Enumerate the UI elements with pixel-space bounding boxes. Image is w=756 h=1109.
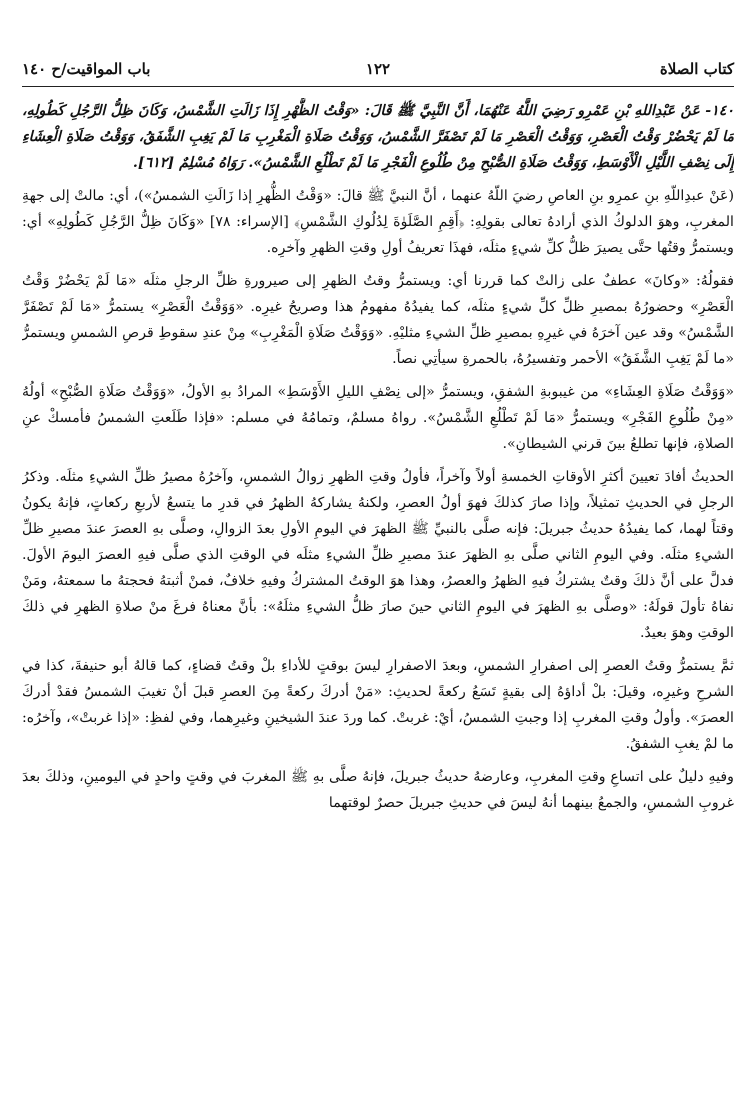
- book-title: كتاب الصلاة: [659, 60, 734, 78]
- commentary-paragraph: فقولُهُ: «وكانَ» عطفٌ على زالتْ كما قررنا أي: ويستمرُّ وقتُ الظهرِ إلى صيرورةِ ظلِّ الرجلِ مثلَه «مَا لَمْ يَحْضُرْ وَقْتُ الْعَصْرِ» وحضورُهُ بمصيرِ ظلِّ كلِّ شيءٍ مثلَه، كما يفيدُهُ مفهومُ هذا وصريحُ غيرِه. «وَوَقْتُ الْعَصْرِ» يستمرُّ «مَا لَمْ تَصْفَرَّ الشَّمْسُ» وقد عين آخرَهُ في غيرِهِ بمصيرِ ظلِّ الشيءِ مثليْهِ. «وَوَقْتُ صَلَاةِ الْمَغْرِبِ» مِنْ عندِ سقوطِ قرصِ الشمسِ ويستمرُّ «ما لَمْ يَغِبِ الشَّفَقُ» الأحمر وتفسيرُهُ، بالحمرةِ سيأتِي نصاً.: [22, 273, 734, 367]
- commentary-paragraph: (عَنْ عبدِاللّهِ بنِ عمرِو بنِ العاصِ رضيَ اللّهُ عنهما ، أنَّ النبيَّ ﷺ قالَ: «وَقْتُ الظُّهرِ إذا زَالَتِ الشمسُ»)، أي: مالتْ إلى جهةِ المغربِ، وهوَ الدلوكُ الذي أرادهُ تعالى بقولِهِ: ﴿أَقِمِ الصَّلَوٰةَ لِدُلُوكِ الشَّمْسِ﴾ [الإسراء: ٧٨] «وَكَانَ ظِلُّ الرَّجُلِ كَطُولِهِ» أي: ويستمرُّ وقتُها حتَّى يصيرَ ظلُّ كلِّ شيءٍ مثلَه، فهذَا تعريفُ أولِ وقتِ الظهرِ وآخرِه.: [22, 188, 734, 256]
- chapter-reference: باب المواقيت/ح ١٤٠: [22, 60, 151, 78]
- page-body: [22, 98, 734, 1109]
- hadith-text: ١٤٠- عَنْ عَبْدِاللهِ بْنِ عَمْرِو رَضِيَ اللَّهُ عَنْهُمَا، أَنَّ النَّبِيَّ ﷺ قَالَ: «وَقْتُ الظُّهْرِ إِذَا زَالَتِ الشَّمْسُ، وَكَانَ ظِلُّ الرَّجُلِ كَطُولِهِ، مَا لَمْ يَحْضُرْ وَقْتُ الْعَصْرِ، وَوَقْتُ الْعَصْرِ مَا لَمْ تَصْفَرَّ الشَّمْسُ، وَوَقْتُ صَلَاةِ الْمَغْرِبِ مَا لَمْ يَغِبِ الشَّفَقُ، وَوَقْتُ صَلَاةِ الْعِشَاءِ إِلَى نِصْفِ اللَّيْلِ الْأَوْسَطِ، وَوَقْتُ صَلَاةِ الصُّبْحِ مِنْ طُلُوعِ الْفَجْرِ مَا لَمْ تَطْلُعِ الشَّمْسُ». رَوَاهُ مُسْلِمٌ [٦١٢].: [22, 103, 734, 171]
- page-number: ١٢٢: [365, 60, 391, 78]
- commentary-paragraph: الحديثُ أفادَ تعيينَ أكثرِ الأوقاتِ الخمسةِ أولاً وآخراً، فأولُ وقتِ الظهرِ زوالُ الشمسِ، وآخرُهُ مصيرُ ظلِّ الشيءِ مثلَه. وذكرُ الرجلِ في الحديثِ تمثيلاً، وإذا صارَ كذلكَ فهوَ أولُ العصرِ، ولكنهُ يشاركهُ الظهرُ في قدرِ ما يتسعُ لأربعِ ركعاتٍ، فإنهُ يكونُ وقتاً لهما، كما يفيدُهُ حديثُ جبريلَ: فإنه صلَّى بالنبيِّ ﷺ الظهرَ في اليومِ الأولِ بعدَ الزوالِ، وصلَّى بهِ العصرَ عندَ مصيرِ ظلِّ الشيءِ مثلَه. وفي اليومِ الثاني صلَّى بهِ الظهرَ عندَ مصيرِ ظلِّ الشيءِ مثلَه في الوقتِ الذي صلَّى فيهِ العصرَ اليومَ الأولَ. فدلَّ على أنَّ ذلكَ وقتٌ يشتركُ فيهِ الظهرُ والعصرُ، وهذا هوَ الوقتُ المشتركُ وفيهِ خلافٌ، فمنْ أثبتهُ فحجتهُ ما سمعتهُ، ومَنْ نفاهُ تأولَ قولَهُ: «وصلَّى بهِ الظهرَ في اليومِ الثاني حينَ صارَ ظلُّ الشيءِ مثلَهُ»: بأنَّ معناهُ فرغَ منْ صلاةِ الظهرِ في ذلكَ الوقتِ وهوَ بعيدٌ.: [22, 469, 734, 641]
- commentary-paragraph: وفيهِ دليلٌ على اتساعِ وقتِ المغربِ، وعارضهُ حديثُ جبريلَ، فإنهُ صلَّى بهِ ﷺ المغربَ في وقتٍ واحدٍ في اليومينِ، وذلكَ بعدَ غروبِ الشمسِ، والجمعُ بينهما أنهُ ليسَ في حديثِ جبريلَ حصرٌ لوقتهما: [22, 769, 734, 811]
- running-header: [22, 58, 734, 87]
- commentary-paragraph: «وَوَقْتُ صَلَاةِ العِشَاءِ» من غيبوبةِ الشفقِ، ويستمرُّ «إلى نِصْفِ الليلِ الأَوْسَطِ» المرادُ بهِ الأولُ، «وَوَقْتُ صَلَاةِ الصُّبْحِ» أولُهُ «مِنْ طُلُوعِ الفَجْرِ» ويستمرُّ «مَا لَمْ تَطْلُعِ الشَّمْسُ». رواهُ مسلمٌ، وتمامُهُ في مسلم: «فإذا طَلَعتِ الشمسُ فأمسكْ عنِ الصلاةِ، فإنها تطلعُ بينَ قرني الشيطانِ».: [22, 384, 734, 452]
- commentary-paragraph: ثمَّ يستمرُّ وقتُ العصرِ إلى اصفرارِ الشمسِ، وبعدَ الاصفرارِ ليسَ بوقتٍ للأداءِ بلْ وقتُ قضاءٍ، كما قالهُ أبو حنيفةَ، كذا في الشرحِ وغيرِه، وقيلَ: بلْ أداؤهُ إلى بقيةٍ تَسَعُ ركعةً لحديثِ: «مَنْ أدركَ ركعةً مِنَ العصرِ قبلَ أنْ تغيبَ الشمسُ فقدْ أدركَ العصرَ». وأولُ وقتِ المغربِ إذا وجبتِ الشمسُ، أيْ: غربتْ. كما وردَ عندَ الشيخينِ وغيرِهما، وفي لفظِ: «إذا غربتْ»، وآخرُه: ما لمْ يغبِ الشفقُ.: [22, 658, 734, 752]
